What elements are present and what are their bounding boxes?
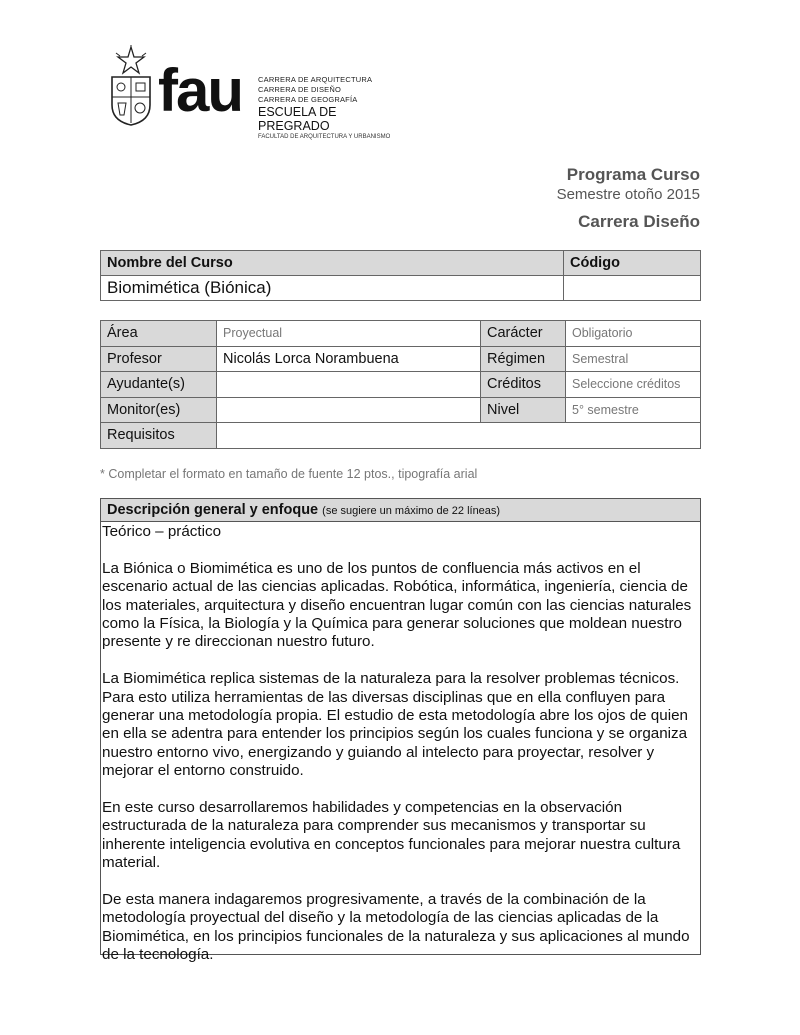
description-paragraph: De esta manera indagaremos progresivamente, a través de la combinación de la metodología proyectual del diseño y la metodología de las ciencias aplicadas de la Biomimética, en los principios funcionales de la naturaleza y sus aplicaciones al mundo de la tecnología. xyxy=(102,891,690,964)
description-paragraph: En este curso desarrollaremos habilidades y competencias en la observación estructurada de la naturaleza para comprender sus mecanismos y transportar su inherente inteligencia evolutiva en conceptos funcionales para mejorar nuestra cultura material. xyxy=(102,799,681,872)
creditos-field[interactable]: Seleccione créditos xyxy=(566,372,701,398)
logo-line-diseno: CARRERA DE DISEÑO xyxy=(258,85,341,94)
regimen-label: Régimen xyxy=(481,346,566,372)
program-title: Programa Curso xyxy=(566,165,700,184)
profesor-field[interactable]: Nicolás Lorca Norambuena xyxy=(217,346,481,372)
area-label: Área xyxy=(101,321,217,347)
course-info-table xyxy=(100,320,701,449)
requisitos-label: Requisitos xyxy=(101,423,217,449)
course-name-header: Nombre del Curso xyxy=(101,251,564,276)
logo-text-block xyxy=(258,75,408,141)
logo-line-geografia: CARRERA DE GEOGRAFÍA xyxy=(258,95,358,104)
description-hint: (se sugiere un máximo de 22 líneas) xyxy=(322,505,501,517)
caracter-label: Carácter xyxy=(481,321,566,347)
nivel-field[interactable]: 5° semestre xyxy=(566,397,701,423)
nivel-label: Nivel xyxy=(481,397,566,423)
description-section xyxy=(100,498,701,964)
description-heading: Descripción general y enfoque xyxy=(107,502,319,518)
logo-line-facultad: FACULTAD DE ARQUITECTURA Y URBANISMO xyxy=(258,134,391,140)
description-paragraph: La Biónica o Biomimética es uno de los puntos de confluencia más activos en el escenario actual de las ciencias aplicadas. Robótica, informática, ingeniería, ciencia de los materiales, arquitectura y diseño encuentran lugar común con las ciencias naturales como la Física, la Biología y la Química para generar soluciones que moldean nuestro presente y re direccionan nuestro futuro. xyxy=(102,559,692,651)
requisitos-field[interactable] xyxy=(217,423,701,449)
ayudante-field[interactable] xyxy=(217,372,481,398)
course-code-header: Código xyxy=(564,251,701,276)
semester-label: Semestre otoño 2015 xyxy=(556,186,700,203)
monitor-field[interactable] xyxy=(217,397,481,423)
university-crest-icon xyxy=(108,45,154,127)
area-field[interactable]: Proyectual xyxy=(217,321,481,347)
course-name-value[interactable]: Biomimética (Biónica) xyxy=(101,276,564,301)
format-note: * Completar el formato en tamaño de fuente 12 ptos., tipografía arial xyxy=(100,467,478,481)
carrera-title: Carrera Diseño xyxy=(578,212,700,231)
fau-wordmark: fau xyxy=(158,57,242,124)
description-body[interactable] xyxy=(101,522,700,965)
profesor-label: Profesor xyxy=(101,346,217,372)
regimen-field[interactable]: Semestral xyxy=(566,346,701,372)
description-header xyxy=(101,499,700,522)
fau-logo xyxy=(108,45,408,140)
logo-line-escuela: ESCUELA DE PREGRADO xyxy=(258,105,337,133)
description-paragraph: Teórico – práctico xyxy=(102,523,222,540)
ayudante-label: Ayudante(s) xyxy=(101,372,217,398)
logo-line-arquitectura: CARRERA DE ARQUITECTURA xyxy=(258,75,373,84)
description-paragraph: La Biomimética replica sistemas de la naturaleza para la resolver problemas técnicos. Para esto utiliza herramientas de las diversas disciplinas que en ella confluyen para generar una metodología propia. El estudio de esta metodología abre los ojos de quien en ella se adentra para entender los principios según los cuales funciona y se organiza nuestro entorno vivo, energizando y guiando al intelecto para proyectar, resolver y mejorar el entorno construido. xyxy=(102,670,688,780)
course-code-value[interactable] xyxy=(564,276,701,301)
creditos-label: Créditos xyxy=(481,372,566,398)
caracter-field[interactable]: Obligatorio xyxy=(566,321,701,347)
monitor-label: Monitor(es) xyxy=(101,397,217,423)
course-name-table xyxy=(100,250,701,301)
